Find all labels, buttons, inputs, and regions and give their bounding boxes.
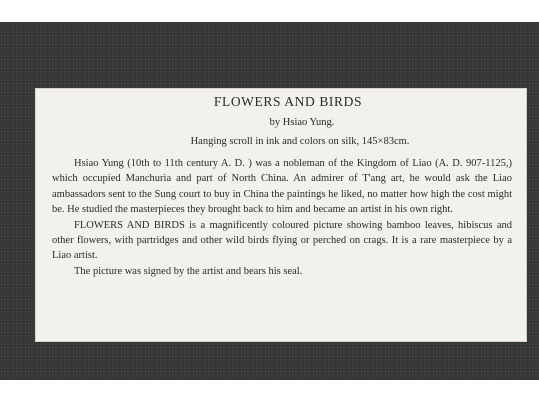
top-margin <box>0 0 539 22</box>
bottom-margin <box>0 380 539 405</box>
artist-credit: by Hsiao Yung. <box>269 117 335 128</box>
artwork-title: FLOWERS AND BIRDS <box>213 94 363 109</box>
paragraph-signature-note: The picture was signed by the artist and bears his seal. <box>74 265 303 277</box>
museum-label-card <box>35 88 527 342</box>
medium-and-dimensions: Hanging scroll in ink and colors on silk, 145×83cm. <box>190 136 410 147</box>
paragraph-artwork-description: FLOWERS AND BIRDS is a magnificently coloured picture showing bamboo leaves, hibiscus and other flowers, with partridges and other wild birds flying or perched on crags. It is a rare masterpiece by a Liao artist. <box>52 219 512 262</box>
label-body <box>52 156 512 279</box>
paragraph-artist-biography: Hsiao Yung (10th to 11th century A. D. ) was a nobleman of the Kingdom of Liao (A. D. 907-1125,) which occupied Manchuria and part of North China. An admirer of T'ang art, he would ask the Liao ambassadors sent to the Sung court to buy in China the paintings he liked, no matter how high the cost might be. He studied the masterpieces they brought back to him and became an artist in his own right. <box>52 158 512 216</box>
